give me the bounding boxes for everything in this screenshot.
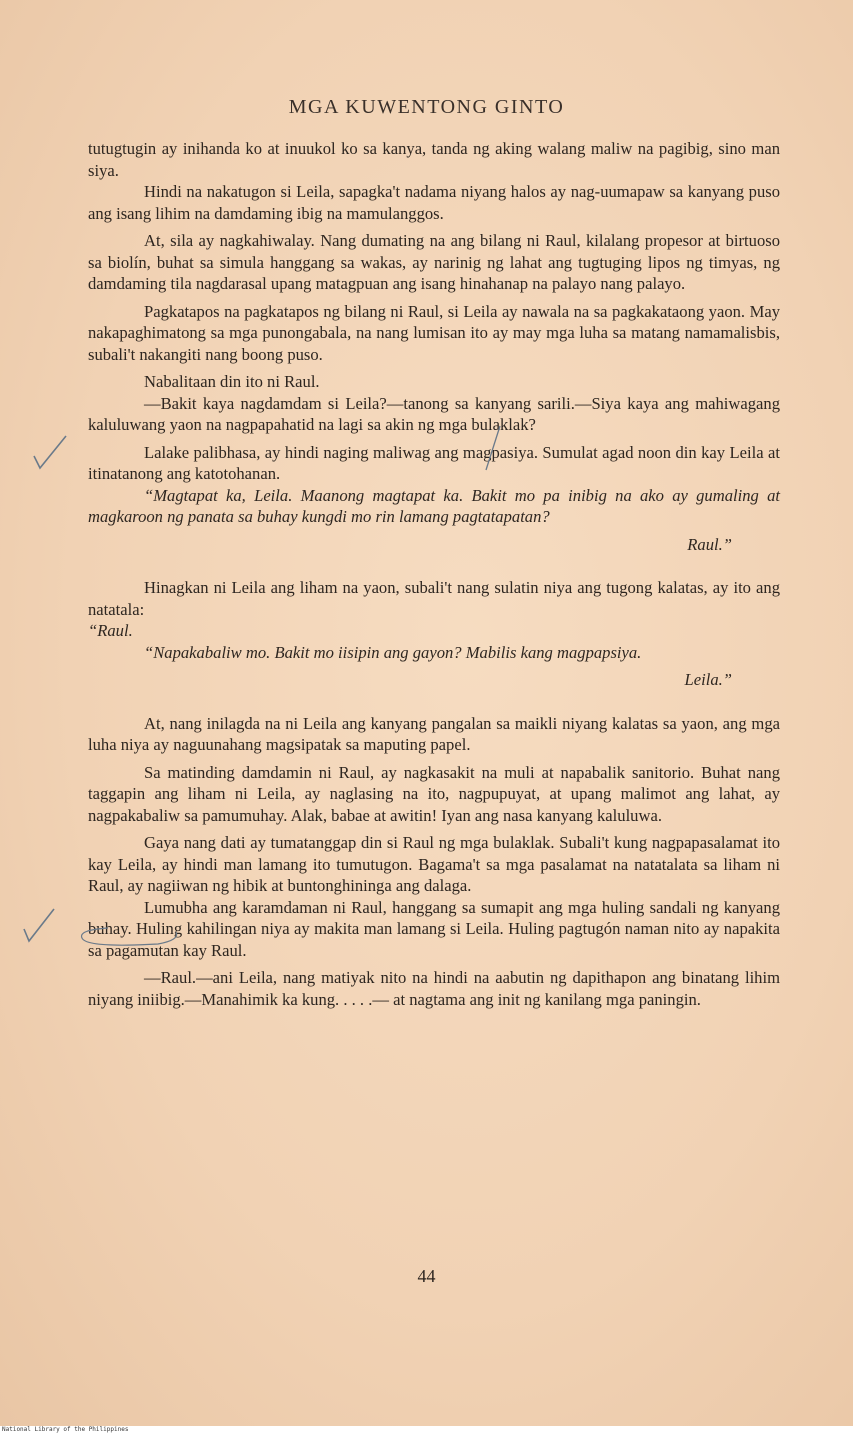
- story-text: [88, 138, 780, 1010]
- footer-credit: National Library of the Philippines: [0, 1426, 853, 1433]
- paragraph: Sa matinding damdamin ni Raul, ay nagkasakit na muli at napabalik sanitorio. Buhat nang taggapin ang liham ni Leila, ay naglasing na ito, nagpupuyat, at upang malimot ang lahat, ay nagpakabaliw sa pamumuhay. Alak, babae at awitin! Iyan ang nasa kanyang kaluluwa.: [88, 762, 780, 825]
- paragraph: Lalake palibhasa, ay hindi naging maliwag ang magpasiya. Sumulat agad noon din kay Leila at itinatanong ang katotohanan.: [88, 442, 780, 483]
- paragraph: tutugtugin ay inihanda ko at inuukol ko sa kanya, tanda ng aking walang maliw na pagibig, sino man siya.: [88, 139, 780, 180]
- paragraph: —Bakit kaya nagdamdam si Leila?—tanong sa kanyang sarili.—Siya kaya ang mahiwagang kaluluwang yaon na nagpapahatid na lagi sa akin ng mga bulaklak?: [88, 393, 780, 434]
- paragraph: Lumubha ang karamdaman ni Raul, hanggang sa sumapit ang mga huling sandali ng kanyang buhay. Huling kahilingan niya ay makita man lamang si Leila. Huling pagtugón naman nito ay napakita sa pagamutan kay Raul.: [88, 897, 780, 960]
- running-header: MGA KUWENTONG GINTO: [288, 96, 565, 118]
- circle-mark-icon: [68, 922, 188, 952]
- paragraph: Hinagkan ni Leila ang liham na yaon, subali't nang sulatin niya ang tugong kalatas, ay ito ang natatala:: [88, 578, 780, 619]
- paragraph: At, sila ay nagkahiwalay. Nang dumating na ang bilang ni Raul, kilalang propesor at birtuoso sa biolín, buhat sa simula hanggang sa wakas, ay narinig ng lahat ang tugtuging lipos ng timyas, ng damdaming tila nagdarasal upang matagpuan ang isang hinahanap na palayo nang palayo.: [88, 231, 780, 293]
- signature-leila: Leila.”: [684, 670, 732, 689]
- paragraph: Nabalitaan din ito ni Raul.: [144, 372, 320, 391]
- paragraph: Hindi na nakatugon si Leila, sapagka't nadama niyang halos ay nag-uumapaw sa kanyang puso ang isang lihim na damdaming ibig na mamulanggos.: [88, 182, 780, 223]
- paragraph: Gaya nang dati ay tumatanggap din si Raul ng mga bulaklak. Subali't kung nagpapasalamat ito kay Leila, ay hindi man lamang ito tumutugon. Bagama't sa mga pasalamat na natatalata sa liham ni Raul, ay nagiiwan ng hibik at buntonghininga ang dalaga.: [88, 833, 780, 895]
- checkmark-icon: [30, 432, 70, 472]
- pencil-mark-icon: [478, 424, 508, 474]
- letter-raul: “Magtapat ka, Leila. Maanong magtapat ka. Bakit mo pa inibig na ako ay gumaling at magkaroon ng panata sa buhay kungdi mo rin lamang pagtatapatan?: [88, 485, 780, 526]
- paragraph: At, nang inilagda na ni Leila ang kanyang pangalan sa maikli niyang kalatas sa yaon, ang mga luha niya ay naguunahang magsipatak sa maputing papel.: [88, 713, 780, 754]
- letter-leila: “Napakabaliw mo. Bakit mo iisipin ang gayon? Mabilis kang magpapsiya.: [144, 642, 642, 662]
- checkmark-icon: [20, 905, 60, 945]
- paragraph: Pagkatapos na pagkatapos ng bilang ni Raul, si Leila ay nawala na sa pagkakataong yaon. May nakapaghimatong sa mga punongabala, na nang lumisan ito ay may mga luha sa matang namamalisbis, subali't nakangiti nang boong puso.: [88, 301, 780, 364]
- paragraph: —Raul.—ani Leila, nang matiyak nito na hindi na aabutin ng dapithapon ang binatang lihim niyang iniibig.—Manahimik ka kung. . . . .— at nagtama ang init ng kanilang mga paningin.: [88, 968, 780, 1009]
- letter-salutation: “Raul.: [88, 621, 133, 640]
- page-number: 44: [417, 1266, 436, 1286]
- signature-raul: Raul.”: [687, 534, 732, 554]
